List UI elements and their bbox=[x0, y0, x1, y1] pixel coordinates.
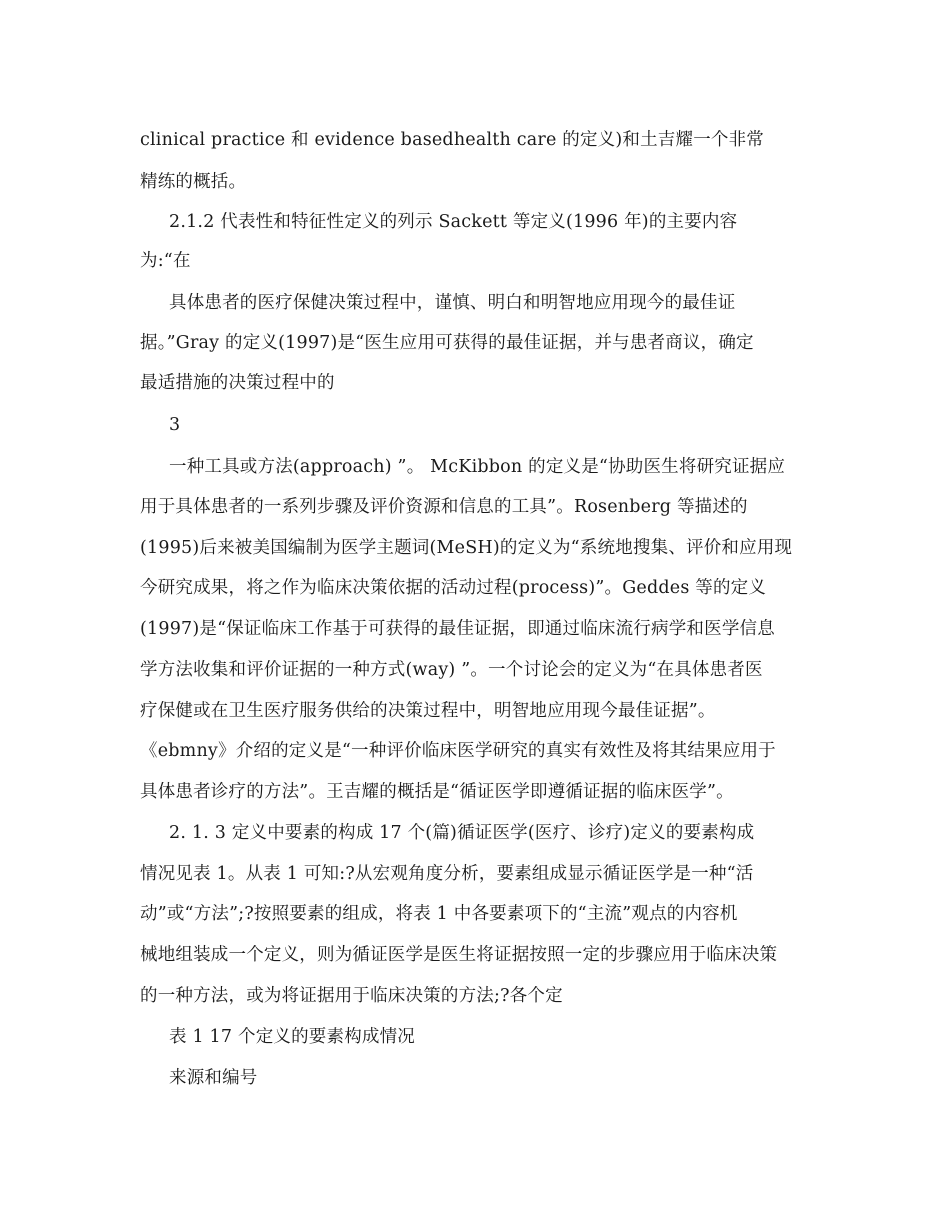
text-line: 一种工具或方法(approach) ”。 McKibbon 的定义是“协助医生将研究证据应 bbox=[169, 457, 786, 477]
text-line: 械地组装成一个定义，则为循证医学是医生将证据按照一定的步骤应用于临床决策 bbox=[140, 945, 778, 965]
text-line: 疗保健或在卫生医疗服务供给的决策过程中，明智地应用现今最佳证据”。 bbox=[140, 701, 716, 721]
section-heading: 2. 1. 3 定义中要素的构成 17 个(篇)循证医学(医疗、诊疗)定义的要素构成 bbox=[169, 823, 755, 843]
text-line: 情况见表 1。从表 1 可知:?从宏观角度分析，要素组成显示循证医学是一种“活 bbox=[140, 864, 754, 884]
text-line: 据。”Gray 的定义(1997)是“医生应用可获得的最佳证据，并与患者商议，确定 bbox=[140, 333, 754, 353]
text-line: 《ebmny》介绍的定义是“一种评价临床医学研究的真实有效性及将其结果应用于 bbox=[140, 741, 776, 761]
text-line: 精练的概括。 bbox=[140, 172, 247, 192]
page-number: 3 bbox=[169, 415, 181, 435]
text-line: 的一种方法，或为将证据用于临床决策的方法;?各个定 bbox=[140, 986, 563, 1006]
text-line: 学方法收集和评价证据的一种方式(way) ”。一个讨论会的定义为“在具体患者医 bbox=[140, 660, 763, 680]
text-line: 具体患者诊疗的方法”。王吉耀的概括是“循证医学即遵循证据的临床医学”。 bbox=[140, 782, 734, 802]
text-line: 最适措施的决策过程中的 bbox=[140, 373, 335, 393]
text-line: clinical practice 和 evidence basedhealth care 的定义)和土吉耀一个非常 bbox=[140, 130, 765, 150]
section-heading: 2.1.2 代表性和特征性定义的列示 Sackett 等定义(1996 年)的主要内容 bbox=[169, 212, 738, 232]
text-line: (1995)后来被美国编制为医学主题词(MeSH)的定义为“系统地搜集、评价和应用现 bbox=[140, 538, 793, 558]
text-line: (1997)是“保证临床工作基于可获得的最佳证据，即通过临床流行病学和医学信息 bbox=[140, 619, 775, 639]
text-line: 为:“在 bbox=[140, 251, 191, 271]
text-line: 具体患者的医疗保健决策过程中，谨慎、明白和明智地应用现今的最佳证 bbox=[169, 293, 736, 313]
text-line: 今研究成果，将之作为临床决策依据的活动过程(process)”。Geddes 等的定义 bbox=[140, 578, 767, 598]
text-line: 用于具体患者的一系列步骤及评价资源和信息的工具”。Rosenberg 等描述的 bbox=[140, 497, 748, 517]
table-caption: 表 1 17 个定义的要素构成情况 bbox=[169, 1027, 415, 1047]
table-header-label: 来源和编号 bbox=[169, 1068, 258, 1088]
text-line: 动”或“方法”;?按照要素的组成，将表 1 中各要素项下的“主流”观点的内容机 bbox=[140, 904, 738, 924]
